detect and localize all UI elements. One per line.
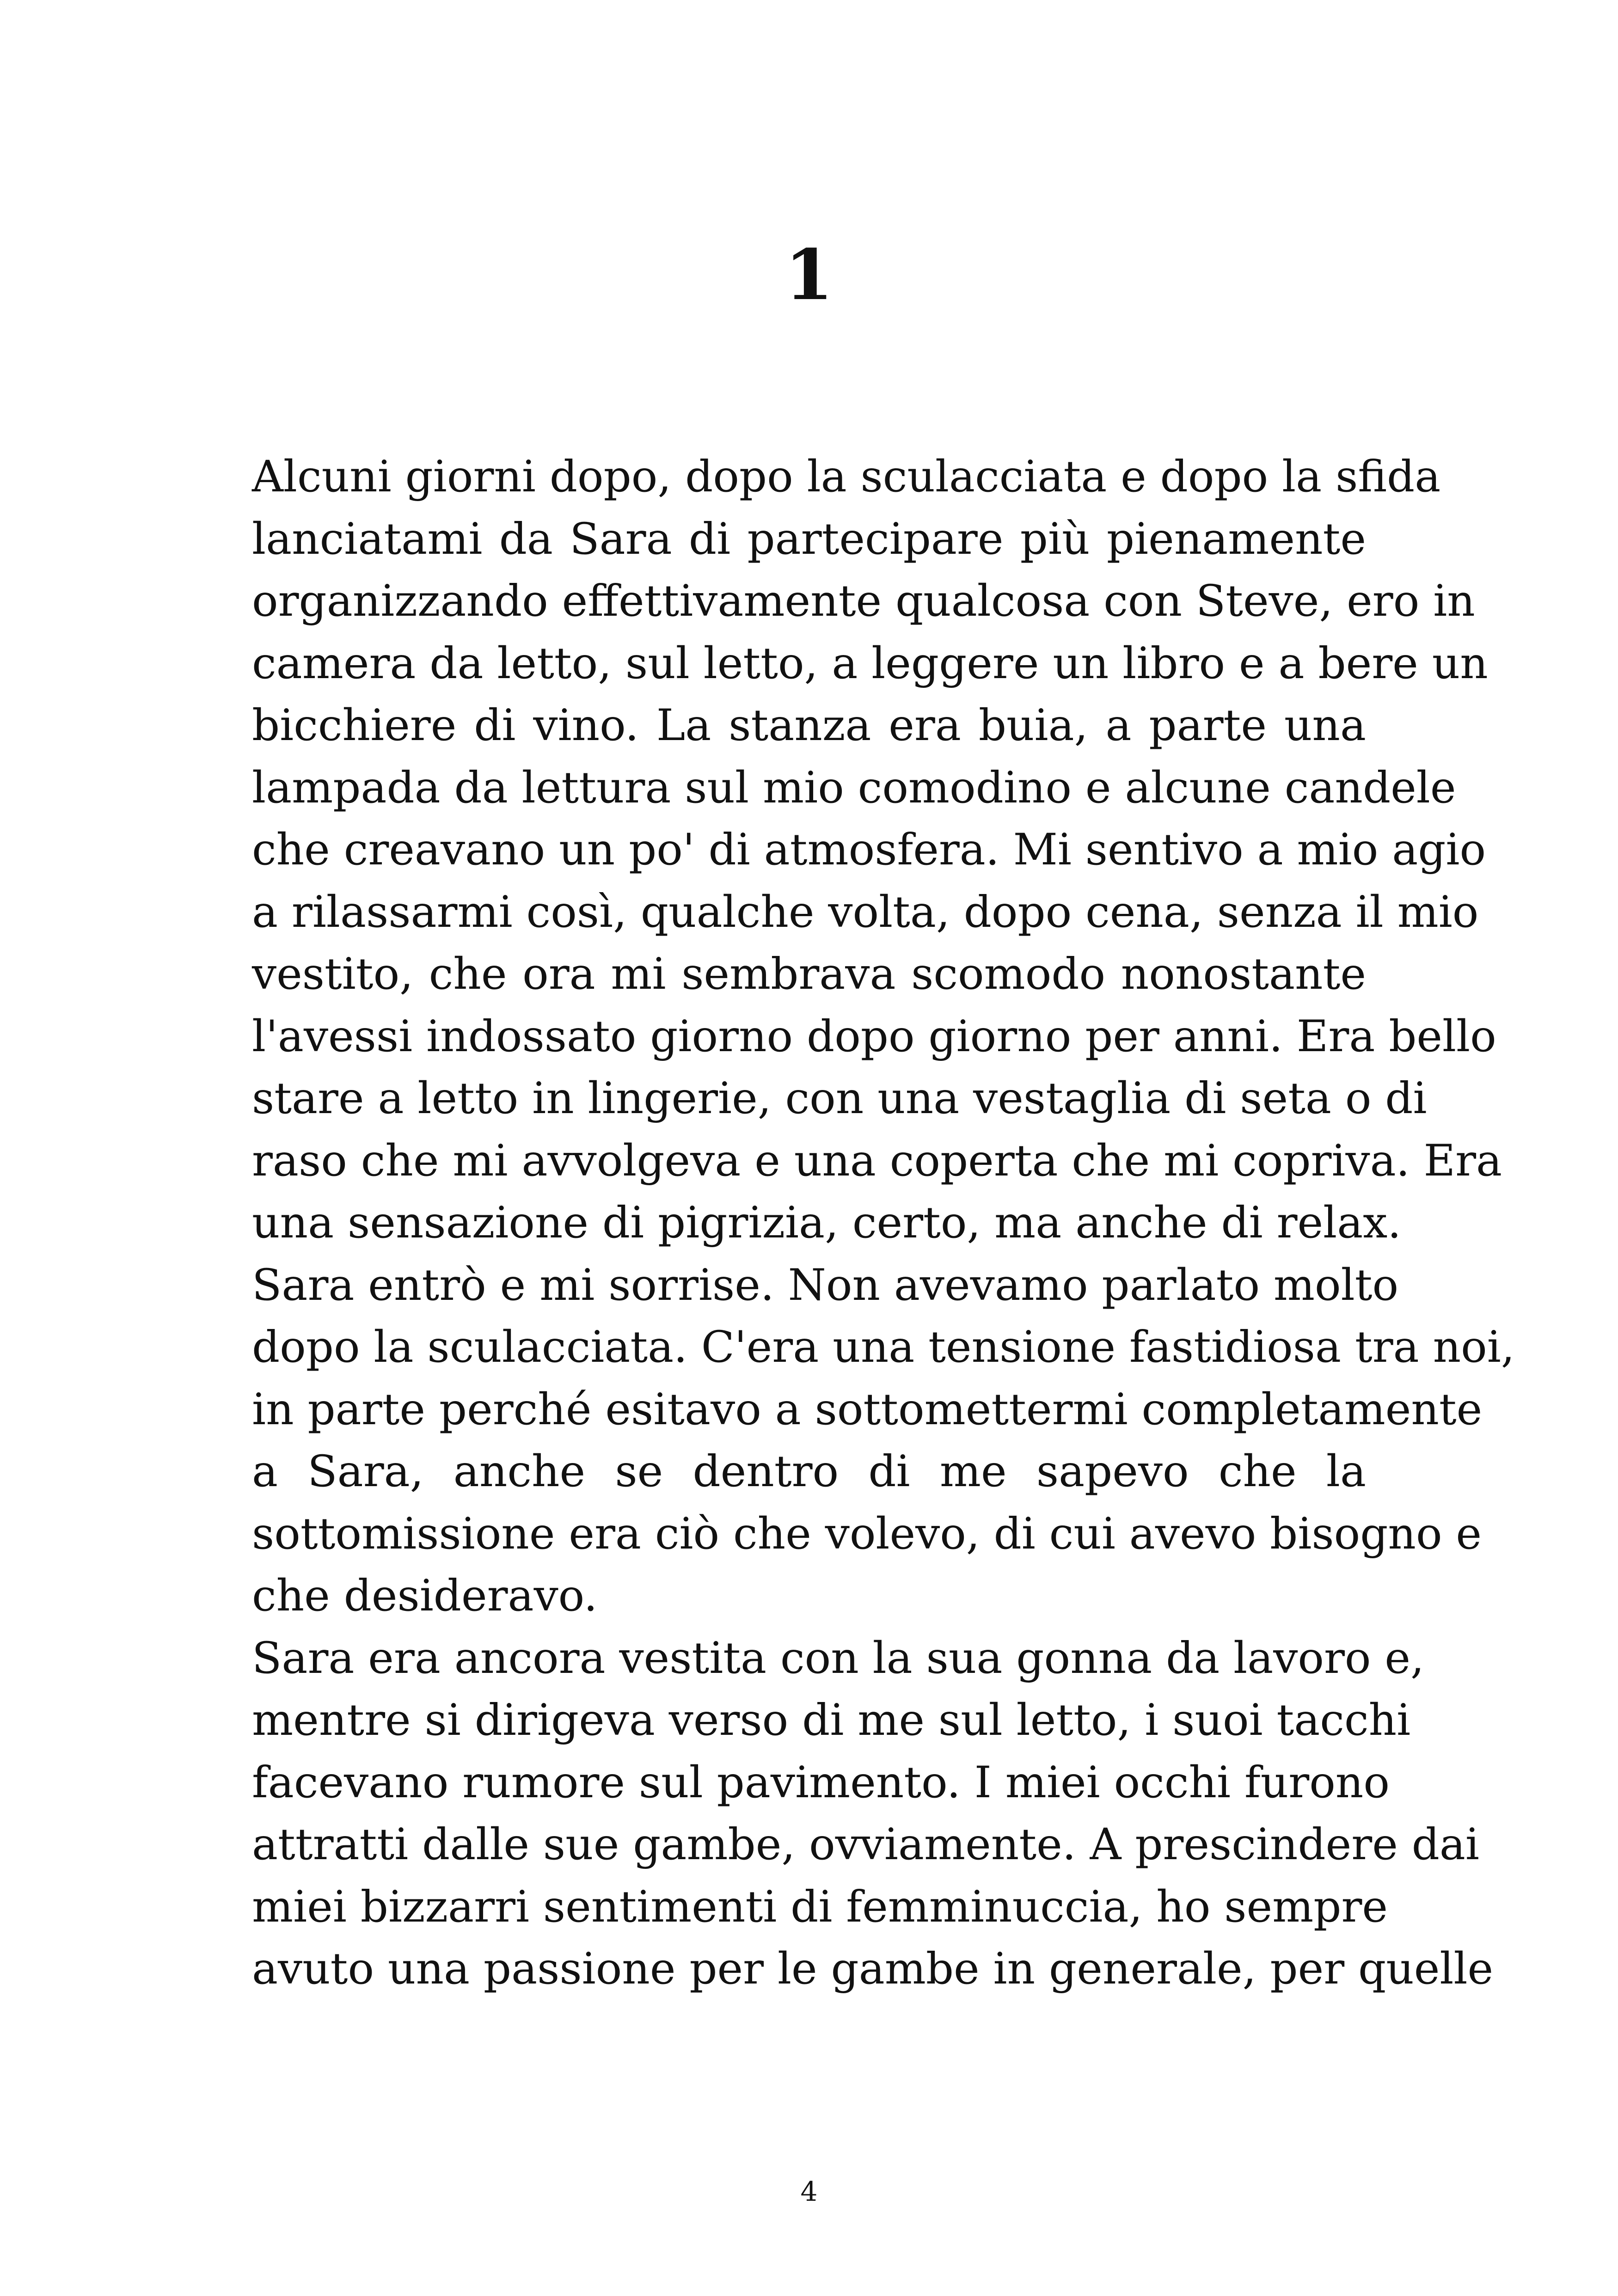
text-line: raso che mi avvolgeva e una coperta che mi copriva. Era [252, 1135, 1502, 1186]
text-line: miei bizzarri sentimenti di femminuccia, ho sempre [252, 1881, 1388, 1932]
text-line: facevano rumore sul pavimento. I miei occhi furono [252, 1757, 1390, 1808]
text-line: Alcuni giorni dopo, dopo la sculacciata e dopo la sfida [252, 452, 1441, 502]
text-line: dopo la sculacciata. C'era una tensione fastidiosa tra noi, [252, 1322, 1515, 1372]
text-line: a rilassarmi così, qualche volta, dopo cena, senza il mio [252, 887, 1479, 937]
text-line: in parte perché esitavo a sottomettermi completamente [252, 1384, 1483, 1435]
text-line: mentre si dirigeva verso di me sul letto, i suoi tacchi [252, 1695, 1411, 1745]
text-line: stare a letto in lingerie, con una vestaglia di seta o di [252, 1073, 1427, 1124]
text-line: vestito, che ora mi sembrava scomodo nonostante [252, 949, 1366, 999]
text-line: che creavano un po' di atmosfera. Mi sentivo a mio agio [252, 825, 1486, 875]
text-line: organizzando effettivamente qualcosa con Steve, ero in [252, 576, 1475, 626]
text-line: lampada da lettura sul mio comodino e alcune candele [252, 762, 1456, 813]
text-line: Sara entrò e mi sorrise. Non avevamo parlato molto [252, 1260, 1399, 1310]
text-line: attratti dalle sue gambe, ovviamente. A prescindere dai [252, 1819, 1479, 1870]
text-line: avuto una passione per le gambe in generale, per quelle [252, 1944, 1494, 1994]
text-line: una sensazione di pigrizia, certo, ma anche di relax. [252, 1198, 1402, 1248]
page-number: 4 [800, 2176, 818, 2207]
chapter-number: 1 [784, 234, 834, 316]
text-line: a Sara, anche se dentro di me sapevo che la [252, 1446, 1366, 1497]
text-line: camera da letto, sul letto, a leggere un libro e a bere un [252, 638, 1488, 689]
text-line: Sara era ancora vestita con la sua gonna da lavoro e, [252, 1633, 1424, 1684]
text-line: l'avessi indossato giorno dopo giorno per anni. Era bello [252, 1011, 1496, 1062]
text-line: sottomissione era ciò che volevo, di cui avevo bisogno e [252, 1508, 1482, 1559]
text-line: bicchiere di vino. La stanza era buia, a parte una [252, 700, 1366, 751]
text-line: lanciatami da Sara di partecipare più pienamente [252, 514, 1366, 564]
text-line: che desideravo. [252, 1571, 598, 1621]
chapter-body-text [252, 446, 1515, 2001]
